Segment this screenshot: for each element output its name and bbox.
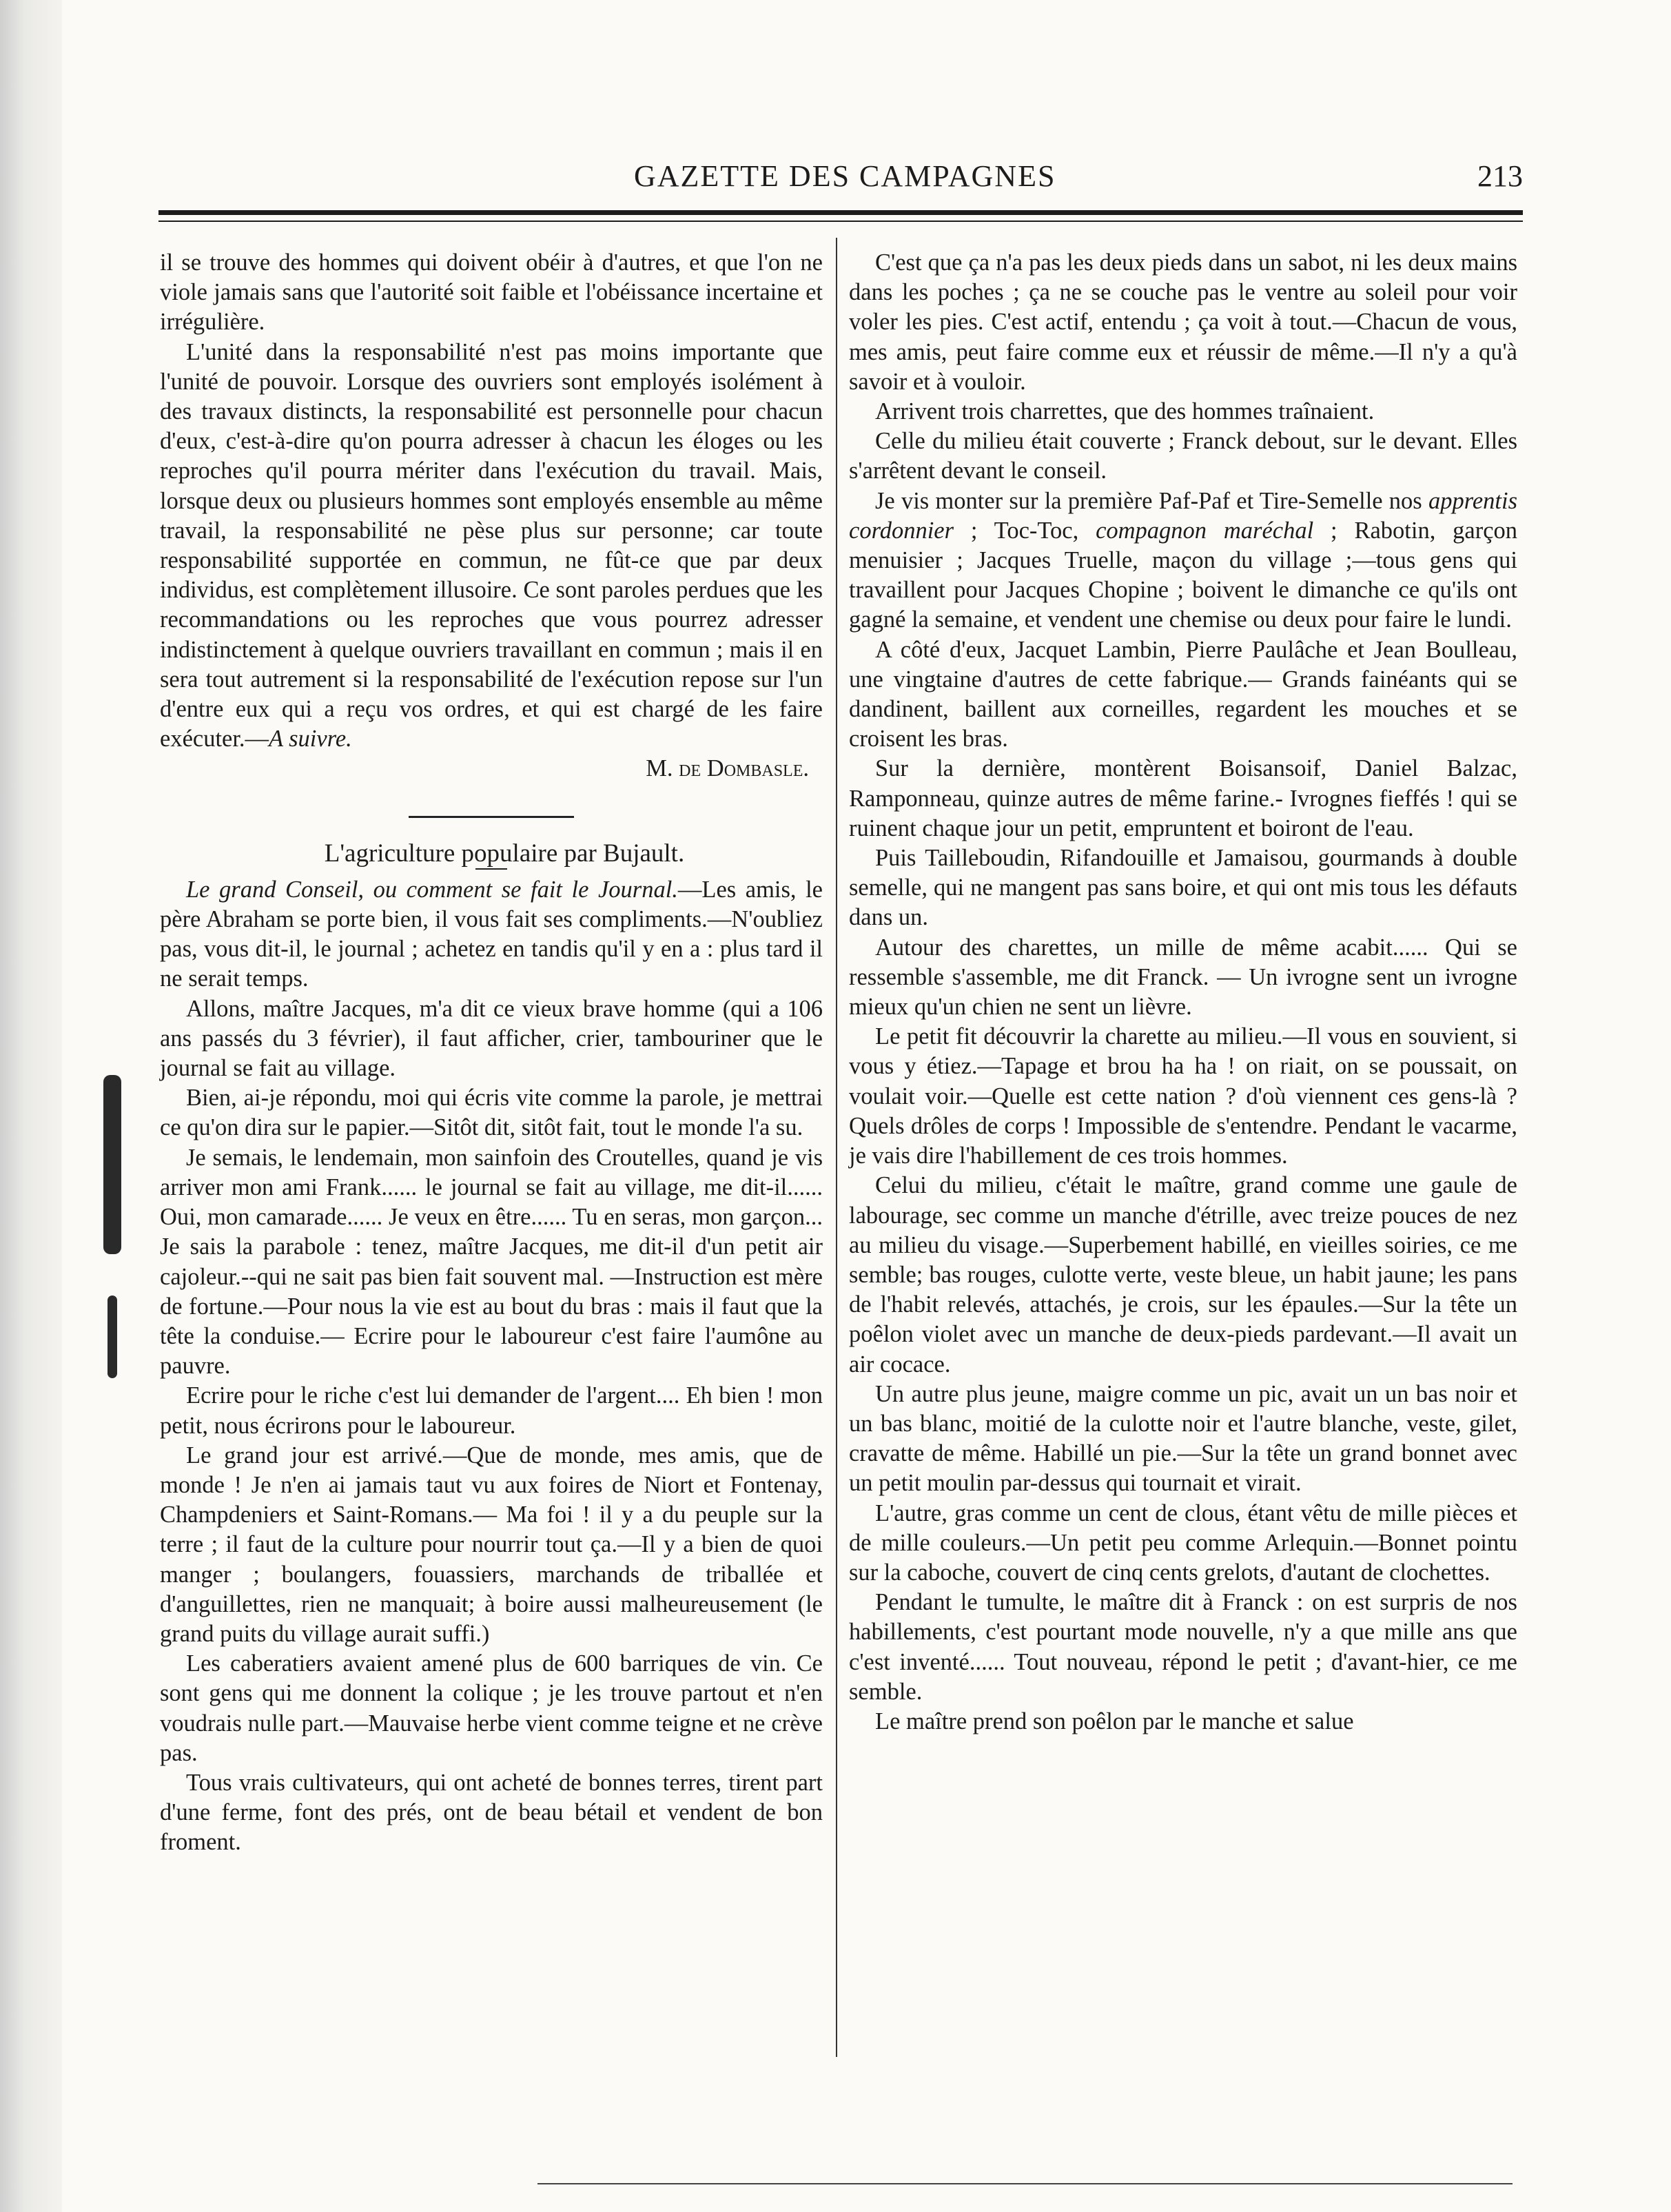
paragraph-text: —Les amis, le père Abraham se porte bien, il vous fait ses compliments.—N'oubliez pas, vous dit-il, le journal ; achetez en tandis qu'il y en a : plus tard il ne serait temps. — [160, 876, 823, 992]
paragraph: Allons, maître Jacques, m'a dit ce vieux brave homme (qui a 106 ans passés du 3 février), il faut afficher, crier, tambouriner que le journal se fait au village. — [160, 995, 823, 1082]
article-subtitle: Le grand Conseil, ou comment se fait le Journal. — [186, 876, 678, 903]
page-header — [158, 153, 1523, 201]
paragraph-text: ; Rabotin, garçon menuisier ; Jacques Truelle, maçon du village ;—tous gens qui travaillent pour Jacques Chopine ; boivent le dimanche ce qu'ils ont gagné la semaine, et vendent une chemise ou deux pour faire le lundi. — [849, 517, 1518, 633]
paragraph: Les caberatiers avaient amené plus de 600 barriques de vin. Ce sont gens qui me donnent la colique ; je les trouve partout et n'en voudrais nulle part.—Mauvaise herbe vient comme teigne et ne crève pas. — [160, 1650, 823, 1766]
column-divider — [836, 238, 837, 2057]
binding-stain — [103, 1075, 121, 1254]
paragraph-text: ; Toc-Toc, — [954, 517, 1096, 544]
header-rule-thin — [158, 221, 1523, 222]
italic-phrase: apprentis cordonnier — [849, 487, 1517, 544]
paragraph: Bien, ai-je répondu, moi qui écris vite comme la parole, je mettrai ce qu'on dira sur le papier.—Sitôt dit, sitôt fait, tout le monde l'a su. — [160, 1085, 823, 1141]
paragraph: Ecrire pour le riche c'est lui demander de l'argent.... Eh bien ! mon petit, nous écrirons pour le laboureur. — [160, 1382, 823, 1439]
paragraph: Le maître prend son poêlon par le manche et salue — [875, 1708, 1354, 1734]
paragraph: C'est que ça n'a pas les deux pieds dans un sabot, ni les deux mains dans les poches ; ça ne se couche pas le ventre au soleil pour voir voler les pies. C'est actif, entendu ; ça voit à tout.—Chacun de vous, mes amis, peut faire comme eux et réussir de même.—Il n'y a qu'à savoir et à vouloir. — [849, 249, 1517, 395]
title-underline — [475, 868, 507, 870]
paragraph-text: Je vis monter sur la première Paf-Paf et Tire-Semelle nos — [875, 487, 1428, 514]
paragraph — [849, 487, 1517, 635]
section-title: L'agriculture populaire par Bujault. — [324, 839, 685, 868]
article-separator — [409, 816, 574, 818]
paragraph: Pendant le tumulte, le maître dit à Franck : on est surpris de nos habillements, c'est pourtant mode nouvelle, n'y a que mille ans que c'est inventé...... Tout nouveau, répond le petit ; d'avant-hier, ce me semble. — [849, 1589, 1517, 1705]
page-binding-edge — [0, 0, 62, 2212]
paragraph: Arrivent trois charrettes, que des hommes traînaient. — [875, 398, 1375, 425]
paragraph: Tous vrais cultivateurs, qui ont acheté de bonnes terres, tirent part d'une ferme, font des prés, ont de beau bétail et vendent de bon froment. — [160, 1769, 823, 1856]
paragraph-text: L'unité dans la responsabilité n'est pas moins importante que l'unité de pouvoir. Lorsque des ouvriers sont employés isolément à des travaux distincts, la responsabilité est personnelle pour chacun d'eux, c'est-à-dire qu'on pourra adresser à chacun les éloges ou les reproches qu'il pourra mériter dans l'exécution du travail. Mais, lorsque deux ou plusieurs hommes sont employés ensemble au même travail, la responsabilité ne pèse plus sur personne; car toute responsabilité supportée en commun, ne fût-ce que par deux individus, est complètement illusoire. Ce sont paroles perdues que les recommandations ou les reproches que vous pourrez adresser indistinctement à quelque ouvriers travaillant en commun ; mais il en sera tout autrement si la responsabilité de l'exécution repose sur l'un d'entre eux qui a reçu vos ordres, et qui est chargé de les faire exécuter.— — [160, 338, 823, 752]
header-rule-thick — [158, 210, 1523, 215]
paragraph: Le grand jour est arrivé.—Que de monde, mes amis, que de monde ! Je n'en ai jamais taut vu aux foires de Niort et Fontenay, Champdeniers et Saint-Romans.— Ma foi ! il y a du peuple sur la terre ; il faut de la culture pour nourrir tout ça.—Il y a bien de quoi manger ; boulangers, fouassiers, marchands de triballée et d'anguillettes, rien ne manquait; à boire aussi malheureusement (le grand puits du village aurait suffi.) — [160, 1442, 823, 1647]
left-column — [160, 248, 823, 1858]
paragraph: il se trouve des hommes qui doivent obéir à d'autres, et que l'on ne viole jamais sans que l'autorité soit faible et l'obéissance incertaine et irrégulière. — [160, 249, 823, 336]
paragraph: Un autre plus jeune, maigre comme un pic, avait un un bas noir et un bas blanc, moitié de la culotte noir et l'autre blanche, veste, gilet, cravatte de même. Habillé un pie.—Sur la tête un grand bonnet avec un petit moulin par-dessus qui tournait et virait. — [849, 1380, 1517, 1497]
paragraph: Celle du milieu était couverte ; Franck debout, sur le devant. Elles s'arrêtent devant le conseil. — [849, 428, 1517, 484]
paragraph: A côté d'eux, Jacquet Lambin, Pierre Paulâche et Jean Boulleau, une vingtaine d'autres de cette fabrique.— Grands fainéants qui se dandinent, baillent aux corneilles, regardent les mouches et se croisent les bras. — [849, 636, 1517, 752]
page-number: 213 — [1477, 159, 1523, 193]
paragraph — [160, 875, 823, 994]
paragraph — [160, 338, 823, 755]
binding-stain — [107, 1296, 117, 1378]
paragraph: Sur la dernière, montèrent Boisansoif, Daniel Balzac, Ramponneau, quinze autres de même farine.- Ivrognes fieffés ! qui se ruinent chaque jour un petit, empruntent et boiront de l'eau. — [849, 755, 1517, 841]
bottom-rule — [537, 2183, 1513, 2184]
paragraph: L'autre, gras comme un cent de clous, étant vêtu de mille pièces et de mille couleurs.—Un petit peu comme Arlequin.—Bonnet pointu sur la caboche, couvert de cinq cents grelots, d'autant de clochettes. — [849, 1499, 1517, 1586]
paragraph: Celui du milieu, c'était le maître, grand comme une gaule de labourage, sec comme un manche d'étrille, avec treize pouces de nez au milieu du visage.—Superbement habillé, en vieilles soiries, ce me semble; bas rouges, culotte verte, veste bleue, un habit jaune; les pans de l'habit relevés, attachés, je crois, sur les épaules.—Sur la tête un poêlon violet avec un manche de deux-pieds pardevant.—Il avait un air cocace. — [849, 1172, 1517, 1378]
article-signature: M. de Dombasle. — [646, 755, 809, 782]
paragraph: Le petit fit découvrir la charette au milieu.—Il vous en souvient, si vous y étiez.—Tapage et brou ha ha ! on riait, on se poussait, on voulait voir.—Quelle est cette nation ? d'où viennent ces gens-là ? Quels drôles de corps ! Impossible de s'entendre. Pendant le vacarme, je vais dire l'habillement de ces trois hommes. — [849, 1023, 1517, 1169]
paragraph: Autour des charettes, un mille de même acabit...... Qui se ressemble s'assemble, me dit Franck. — Un ivrogne sent un ivrogne mieux qu'un chien ne sent un lièvre. — [849, 934, 1517, 1021]
continuation-note: A suivre. — [269, 726, 352, 752]
italic-phrase: compagnon maréchal — [1096, 517, 1314, 544]
right-column — [849, 248, 1517, 1737]
newspaper-title: GAZETTE DES CAMPAGNES — [634, 159, 1056, 193]
paragraph: Puis Tailleboudin, Rifandouille et Jamaisou, gourmands à double semelle, qui ne mangent pas sans boire, et qui ont mis tous les défauts dans un. — [849, 845, 1517, 931]
paragraph: Je semais, le lendemain, mon sainfoin des Croutelles, quand je vis arriver mon ami Frank...... le journal se fait au village, me dit-il...... Oui, mon camarade...... Je veux en être...... Tu en seras, mon garçon... Je sais la parabole : tenez, maître Jacques, me dit-il d'un petit air cajoleur.--qui ne sait pas bien fait souvent mal. —Instruction est mère de fortune.—Pour nous la vie est au bout du bras : mais il faut que la tête la conduise.— Ecrire pour le laboureur c'est faire l'aumône au pauvre. — [160, 1144, 823, 1380]
